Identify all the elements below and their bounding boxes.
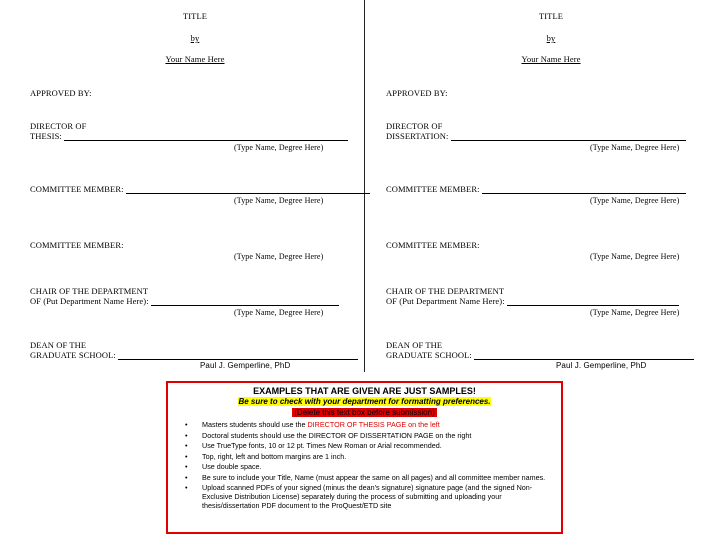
committee-member-1-signature-line[interactable]: [126, 185, 370, 194]
notice-list-item: [185, 483, 561, 510]
committee-member-1-signature-line[interactable]: [482, 185, 686, 194]
dean-signature-line[interactable]: [474, 351, 694, 360]
notice-subheading: Be sure to check with your department for formatting preferences.: [238, 397, 491, 406]
notice-heading: EXAMPLES THAT ARE GIVEN ARE JUST SAMPLES!: [253, 386, 476, 396]
director-signature-line[interactable]: [64, 132, 348, 141]
notice-subheading-row: [168, 397, 561, 407]
committee-member-2-label: COMMITTEE MEMBER:: [30, 240, 124, 250]
chair-caption: (Type Name, Degree Here): [234, 308, 324, 317]
dean-row: [30, 350, 358, 360]
author-name: Your Name Here: [521, 54, 581, 64]
director-name-caption: (Type Name, Degree Here): [590, 143, 680, 152]
bullet-icon: •: [185, 483, 188, 492]
notice-list-item: [185, 441, 561, 450]
dean-signature-line[interactable]: [118, 351, 358, 360]
notice-item-highlight: DIRECTOR OF THESIS PAGE on the left: [307, 420, 440, 429]
committee-member-1-row: [386, 184, 686, 194]
dean-label-text: GRADUATE SCHOOL:: [386, 350, 472, 360]
chair-label-text: OF (Put Department Name Here):: [30, 296, 149, 306]
dean-name: Paul J. Gemperline, PhD: [200, 361, 291, 370]
notice-list-item: [185, 462, 561, 471]
chair-row: [386, 296, 679, 306]
instructions-text-box[interactable]: [166, 381, 563, 534]
chair-label-line1: CHAIR OF THE DEPARTMENT: [386, 286, 505, 296]
director-signature-line[interactable]: [451, 132, 686, 141]
approved-by-label: APPROVED BY:: [386, 88, 448, 98]
by-label: by: [546, 33, 556, 43]
notice-list-item: [185, 430, 561, 440]
director-label-line1: DIRECTOR OF: [30, 121, 87, 131]
dean-label-line1: DEAN OF THE: [30, 340, 87, 350]
notice-list: [168, 420, 561, 510]
by-label: by: [190, 33, 200, 43]
thesis-signature-page: [30, 0, 360, 372]
notice-item-text: Masters students should use the: [202, 420, 308, 429]
notice-item-text: Use TrueType fonts, 10 or 12 pt. Times New Roman or Arial recommended.: [202, 441, 442, 450]
dissertation-signature-page: [386, 0, 716, 372]
notice-warning: (Delete this text box before submission): [294, 408, 435, 417]
committee-member-1-row: [30, 184, 370, 194]
committee-member-1-caption: (Type Name, Degree Here): [590, 196, 680, 205]
notice-item-text: Be sure to include your Title, Name (must appear the same on all pages) and all committee member names.: [202, 472, 546, 482]
bullet-icon: •: [185, 420, 188, 429]
director-name-caption: (Type Name, Degree Here): [234, 143, 324, 152]
chair-signature-line[interactable]: [507, 297, 679, 306]
committee-member-1-caption: (Type Name, Degree Here): [234, 196, 324, 205]
committee-member-1-label: COMMITTEE MEMBER:: [30, 184, 124, 194]
page-title: TITLE: [182, 11, 208, 21]
notice-item-text: Upload scanned PDFs of your signed (minus the dean's signature) signature page (and the signed Non-Exclusive Distribution License) separately during the process of submitting and uploading your thesis/dissertation PDF document to the ProQuest/ETD site: [202, 483, 533, 510]
committee-member-2-caption: (Type Name, Degree Here): [590, 252, 680, 261]
director-label-text: DISSERTATION:: [386, 131, 449, 141]
chair-signature-line[interactable]: [151, 297, 339, 306]
page-title: TITLE: [538, 11, 564, 21]
bullet-icon: •: [185, 472, 188, 482]
director-label-line1: DIRECTOR OF: [386, 121, 443, 131]
notice-item-text: Doctoral students should use the DIRECTOR OF DISSERTATION PAGE on the right: [202, 430, 472, 440]
dean-label-text: GRADUATE SCHOOL:: [30, 350, 116, 360]
committee-member-2-label: COMMITTEE MEMBER:: [386, 240, 480, 250]
approved-by-label: APPROVED BY:: [30, 88, 92, 98]
chair-caption: (Type Name, Degree Here): [590, 308, 680, 317]
chair-label-text: OF (Put Department Name Here):: [386, 296, 505, 306]
dean-label-line1: DEAN OF THE: [386, 340, 443, 350]
bullet-icon: •: [185, 430, 188, 440]
chair-label-line1: CHAIR OF THE DEPARTMENT: [30, 286, 149, 296]
notice-item-text: Top, right, left and bottom margins are 1 inch.: [202, 451, 347, 461]
notice-list-item: [185, 420, 561, 429]
director-label-text: THESIS:: [30, 131, 62, 141]
committee-member-1-label: COMMITTEE MEMBER:: [386, 184, 480, 194]
bullet-icon: •: [185, 451, 188, 461]
director-label-line2: [30, 131, 348, 141]
notice-list-item: [185, 451, 561, 461]
notice-warning-row: [168, 408, 561, 418]
dean-row: [386, 350, 694, 360]
notice-list-item: [185, 472, 561, 482]
bullet-icon: •: [185, 462, 188, 471]
chair-row: [30, 296, 339, 306]
director-row: [386, 131, 686, 141]
bullet-icon: •: [185, 441, 188, 450]
author-name: Your Name Here: [165, 54, 225, 64]
dean-name: Paul J. Gemperline, PhD: [556, 361, 647, 370]
notice-item-text: Use double space.: [202, 462, 262, 471]
committee-member-2-caption: (Type Name, Degree Here): [234, 252, 324, 261]
